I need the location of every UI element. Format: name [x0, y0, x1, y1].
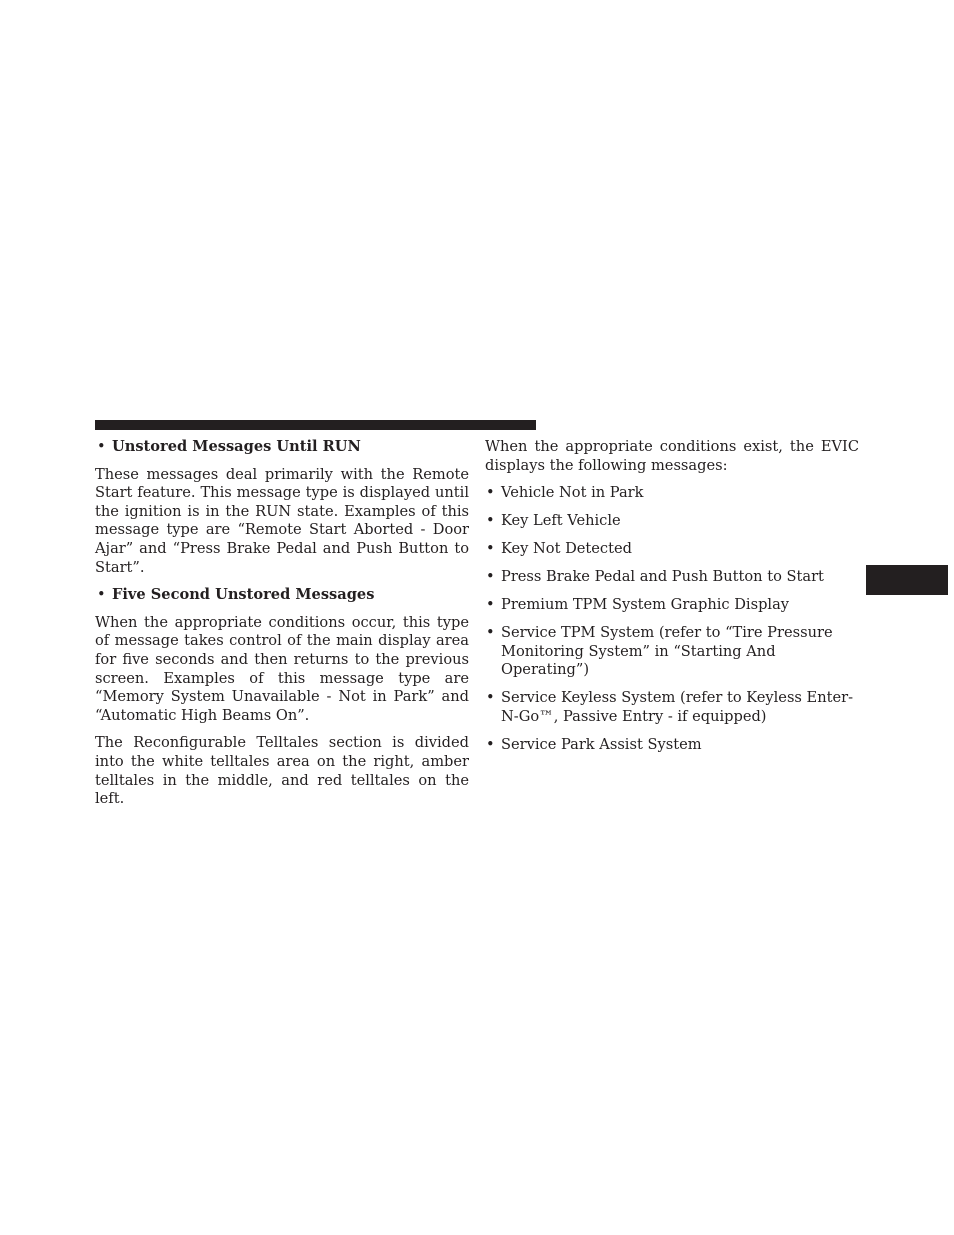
heading-text: Unstored Messages Until RUN — [112, 438, 361, 455]
list-item — [485, 484, 859, 503]
list-item — [485, 596, 859, 615]
list-item-text: Service Park Assist System — [501, 735, 702, 753]
list-item — [485, 540, 859, 559]
list-item-text: Service TPM System (refer to “Tire Pressure Monitoring System” in “Starting And Operating”) — [501, 624, 833, 679]
messages-intro: When the appropriate conditions exist, the EVIC displays the following messages: — [485, 438, 859, 474]
paragraph-unstored-until-run: These messages deal primarily with the Remote Start feature. This message type is displayed until the ignition is in the RUN state. Examples of this message type are “Remote Start Aborted - Door Ajar” and “Press Brake Pedal and Push Button to Start”. — [95, 465, 469, 576]
heading-unstored-until-run — [95, 438, 469, 457]
list-item-text: Premium TPM System Graphic Display — [501, 596, 790, 614]
bullet-icon: • — [486, 624, 495, 642]
bullet-icon: • — [486, 735, 495, 753]
bullet-icon: • — [486, 689, 495, 707]
list-item — [485, 624, 859, 680]
messages-list — [485, 484, 859, 754]
list-item — [485, 512, 859, 531]
header-rule — [95, 420, 536, 430]
bullet-icon: • — [486, 568, 495, 586]
bullet-icon: • — [486, 540, 495, 558]
paragraph-five-second-unstored: When the appropriate conditions occur, this type of message takes control of the main display area for five seconds and then returns to the previous screen. Examples of this message type are “Memory System Unavailable - Not in Park” and “Automatic High Beams On”. — [95, 613, 469, 724]
heading-text: Five Second Unstored Messages — [112, 586, 375, 604]
list-item-text: Press Brake Pedal and Push Button to Start — [501, 568, 824, 586]
paragraph-reconfigurable-telltales: The Reconfigurable Telltales section is divided into the white telltales area on the right, amber telltales in the middle, and red telltales on the left. — [95, 734, 469, 808]
left-column — [95, 438, 469, 818]
bullet-icon: • — [97, 438, 106, 455]
list-item — [485, 689, 859, 726]
bullet-icon: • — [97, 586, 106, 604]
list-item-text: Key Not Detected — [501, 540, 632, 558]
chapter-tab — [866, 565, 948, 595]
list-item — [485, 568, 859, 587]
bullet-icon: • — [486, 596, 495, 614]
bullet-icon: • — [486, 512, 495, 530]
list-item — [485, 736, 859, 755]
right-column — [485, 438, 859, 764]
list-item-text: Key Left Vehicle — [501, 512, 621, 530]
list-item-text: Service Keyless System (refer to Keyless Enter-N-Go™, Passive Entry - if equipped) — [501, 689, 854, 725]
list-item-text: Vehicle Not in Park — [501, 484, 644, 502]
bullet-icon: • — [486, 484, 495, 502]
heading-five-second-unstored — [95, 586, 469, 605]
